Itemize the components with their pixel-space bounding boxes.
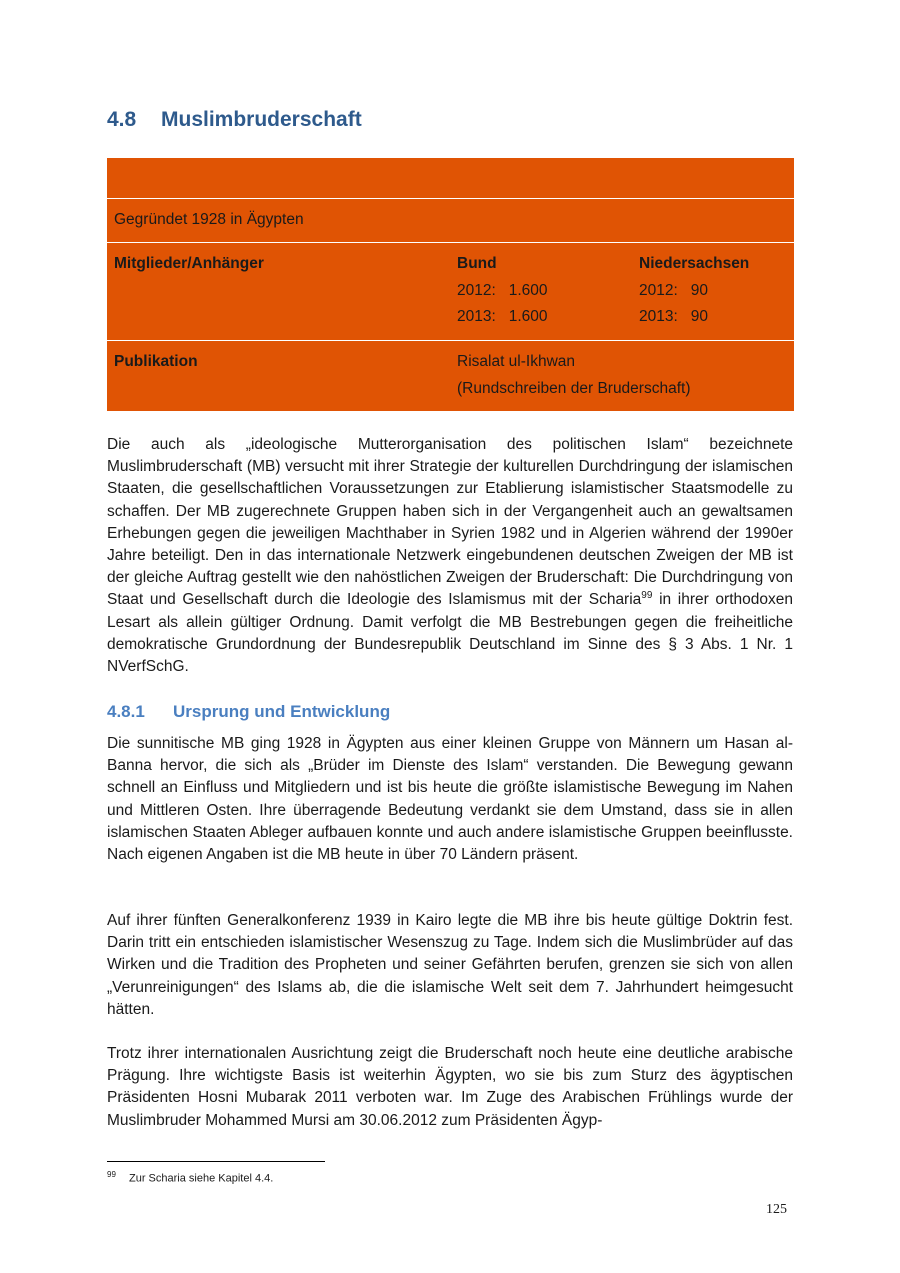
section-heading <box>107 108 362 132</box>
footnote-text: Zur Scharia siehe Kapitel 4.4. <box>129 1172 274 1185</box>
footnote-separator <box>107 1161 325 1162</box>
bund-2012: 2012: 1.600 <box>457 281 548 299</box>
page-number: 125 <box>766 1202 787 1217</box>
niedersachsen-2012: 2012: 90 <box>639 281 708 299</box>
footnote-number: 99 <box>107 1170 116 1179</box>
publication-value <box>457 349 690 402</box>
section-number: 4.8 <box>107 108 137 131</box>
subsection-title: Ursprung und Entwicklung <box>173 702 391 721</box>
paragraph-arab-character: Trotz ihrer internationalen Ausrichtung zeigt die Bruderschaft noch heute eine deutliche arabische Prägung. Ihre wichtigste Basis ist weiterhin Ägypten, wo sie bis zum Sturz des ägyptischen Präsidenten Hosni Mubarak 2011 verboten war. Im Zuge des Arabischen Frühlings wurde der Muslimbruder Mohammed Mursi am 30.06.2012 zum Präsidenten Ägyp- <box>107 1045 793 1129</box>
subsection-number: 4.8.1 <box>107 702 145 721</box>
info-box-publication-row <box>107 340 794 411</box>
bund-2013: 2013: 1.600 <box>457 308 548 325</box>
footnote <box>107 1170 273 1185</box>
info-box-header-row <box>107 158 794 198</box>
niedersachsen-column <box>639 251 749 331</box>
founded-text: Gegründet 1928 in Ägypten <box>114 211 304 228</box>
info-box-founded-row <box>107 198 794 242</box>
section-title: Muslimbruderschaft <box>161 108 362 131</box>
paragraph-doctrine: Auf ihrer fünften Generalkonferenz 1939 in Kairo legte die MB ihre bis heute gültige Doktrin fest. Darin tritt ein entschieden islamistischer Wesenszug zu Tage. Indem sich die Muslimbrüder auf das Wirken und die Tradition des Propheten und seiner Gefährten berufen, grenzen sie sich von allen „Verunreinigungen“ des Islams ab, die die islamische Welt seit dem 7. Jahrhundert heimgesucht hätten. <box>107 912 793 1018</box>
footnote-reference: 99 <box>641 590 653 602</box>
paragraph-origin: Die sunnitische MB ging 1928 in Ägypten aus einer kleinen Gruppe von Männern um Hasan al-Banna hervor, die sich als „Brüder im Dienste des Islam“ verstanden. Die Bewegung gewann schnell an Einfluss und Mitgliedern und ist bis heute die größte islamistische Bewegung im Nahen und Mittleren Osten. Ihre überragende Bedeutung verdankt sie dem Umstand, dass sie in allen islamischen Staaten Ableger aufbauen konnte und auch andere islamistische Gruppen beeinflusste. Nach eigenen Angaben ist die MB heute in über 70 Ländern präsent. <box>107 735 793 864</box>
publication-label: Publikation <box>114 353 198 370</box>
members-label: Mitglieder/Anhänger <box>114 255 264 272</box>
niedersachsen-header: Niedersachsen <box>639 255 750 272</box>
subsection-heading <box>107 702 390 722</box>
intro-paragraph <box>107 434 793 678</box>
publication-subtitle: (Rundschreiben der Bruderschaft) <box>457 379 691 397</box>
bund-header: Bund <box>457 255 497 272</box>
info-box <box>107 158 794 411</box>
info-box-members-row <box>107 242 794 340</box>
niedersachsen-2013: 2013: 90 <box>639 308 708 325</box>
intro-text-after: in ihrer orthodoxen Lesart als allein gültiger Ordnung. Damit verfolgt die MB Bestrebungen gegen die freiheitliche demokratische Grundordnung der Bundesrepublik Deutschland im Sinne des § 3 Abs. 1 Nr. 1 NVerfSchG. <box>107 591 793 676</box>
intro-text-before: Die auch als „ideologische Mutterorganisation des politischen Islam“ bezeichnete Muslimbruderschaft (MB) versucht mit ihrer Strategie der kulturellen Durchdringung der islamischen Staaten, die gesellschaftlichen Voraussetzungen zur Etablierung islamistischer Staatsmodelle zu schaffen. Der MB zugerechnete Gruppen haben sich in der Vergangenheit auch an gewaltsamen Erhebungen gegen die jeweiligen Machthaber in Syrien 1982 und in Algerien während der 1990er Jahre beteiligt. Den in das internationale Netzwerk eingebundenen deutschen Zweigen der MB ist der gleiche Auftrag gestellt wie den nahöstlichen Zweigen der Bruderschaft: Die Durchdringung von Staat und Gesellschaft durch die Ideologie des Islamismus mit der Scharia <box>107 436 793 609</box>
bund-column <box>457 251 548 331</box>
publication-title: Risalat ul-Ikhwan <box>457 353 576 370</box>
